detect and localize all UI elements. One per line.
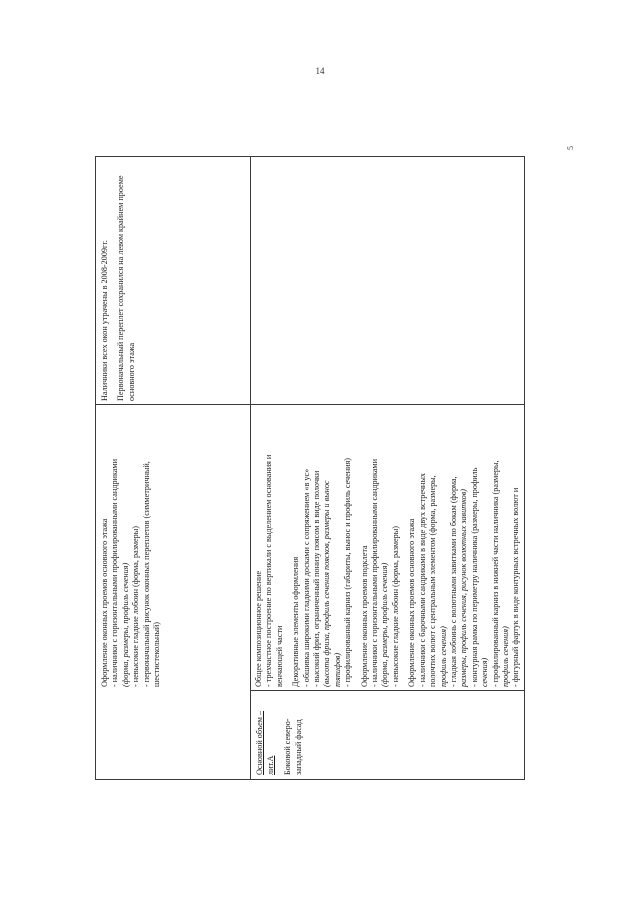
group-line: - наличники с горизонтальными профилированными сандриками	[370, 459, 380, 687]
group-title: Оформление оконных проемов подклета	[359, 545, 369, 687]
margin-mark: 5	[566, 146, 575, 150]
row1-line: (форма, размеры, профиль сечения)	[120, 562, 130, 687]
row2-notes	[250, 155, 526, 405]
row1-title: Оформление оконных проемов основного этажа	[100, 518, 109, 687]
row1-line: - невысокие гладкие лобоин (форма, размеры)	[131, 526, 141, 687]
group-line: - трехчастное построение по вертикали с выделением основания и	[264, 454, 274, 687]
group-line: - наличники с барочными сандриками в виде двух встречных	[417, 473, 427, 687]
note: Наличники всех окон утрачены в 2008-2009гг.	[100, 240, 109, 401]
group-line: - невысокие гладкие лобоин (форма, размеры)	[390, 526, 400, 687]
group-title: Декоративные элементы оформления	[291, 556, 301, 687]
note: Первоначальный переплет сохранился на левом крайнем проеме основного этажа	[116, 175, 136, 401]
group-line: - профилированный карниз в нижней части наличника (размеры,	[490, 460, 500, 687]
row1-description	[96, 405, 250, 691]
rotated-table-wrapper	[95, 156, 525, 780]
group-line: - гладкая лобоинь с волютными завитками по бокам (форма,	[448, 476, 458, 687]
group-line: тяпифов)	[332, 652, 342, 687]
group-line: сечения)	[480, 657, 490, 687]
row2-label	[250, 691, 526, 779]
row1-line: - первоначальный рисунок оконных переплетов (симметричный,	[141, 461, 151, 687]
row2-description	[250, 405, 526, 691]
row1-line: - наличники с горизонтальными профилированными сандриками	[110, 459, 120, 687]
object-link[interactable]: Основной объем – лит.А	[255, 710, 275, 775]
group-line: размеры, профиль сечения, рисунок волютных завитков)	[459, 489, 469, 687]
heritage-elements-table	[95, 156, 525, 780]
group-line: - контурная рамка по периметру наличника (размеры, профиль	[469, 467, 479, 687]
group-line: венчающей части	[274, 625, 284, 687]
group-line: - профилированный карниз (габариты, вынос и профиль сечения)	[343, 457, 353, 687]
page-number: 14	[315, 66, 325, 76]
group-line: (высота фриза, профиль сечения поясков, размеры и вынос	[322, 480, 332, 687]
row1-notes	[96, 155, 250, 405]
group-line: - фигурный фартук в виде контурных встречных волют и	[511, 487, 521, 687]
group-line: - обшивка широкими гладкими досками с сопряжением «в ус»	[301, 468, 311, 687]
row1-line: шестистекольный)	[152, 622, 162, 687]
group-line: профиль сечения)	[500, 626, 510, 687]
group-title: Оформление оконных проемов основного этажа	[407, 518, 417, 687]
group-line: профиль сечения)	[438, 626, 448, 687]
group-line: (форма, размеры, профиль сечения)	[380, 562, 390, 687]
group-line: полочтих волют с центральным элементом (форма, размеры,	[428, 475, 438, 687]
group-title: Общее композиционное решение	[254, 570, 263, 687]
group-line: - высокий фриз, ограниченный понизу поясом в виде полочки	[312, 470, 322, 687]
facade-label: Боковой северо-западный фасад	[283, 718, 303, 775]
